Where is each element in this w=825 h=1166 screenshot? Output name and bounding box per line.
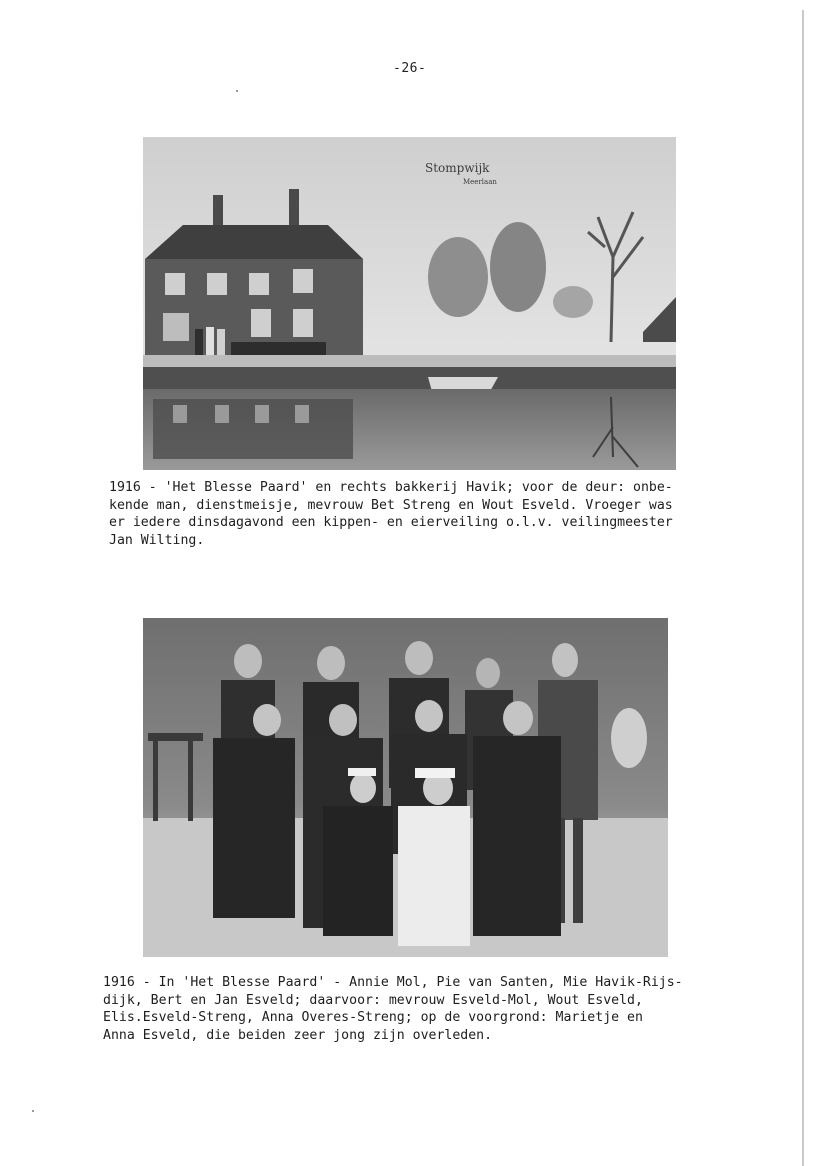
caption-line: 1916 - In 'Het Blesse Paard' - Annie Mol, Pie van Santen, Mie Havik-Rijs- xyxy=(103,975,683,990)
caption-line: dijk, Bert en Jan Esveld; daarvoor: mevrouw Esveld-Mol, Wout Esveld, xyxy=(103,992,643,1008)
photo-family-group-image xyxy=(143,618,668,957)
caption-photo-family xyxy=(103,974,683,1044)
speck-mark xyxy=(32,1110,34,1112)
photo-overlay-subtitle: Meerlaan xyxy=(463,178,497,186)
caption-line: kende man, dienstmeisje, mevrouw Bet Streng en Wout Esveld. Vroeger was xyxy=(109,497,673,513)
speck-mark xyxy=(236,90,238,92)
caption-line: 1916 - 'Het Blesse Paard' en rechts bakkerij Havik; voor de deur: onbe- xyxy=(109,480,673,495)
caption-line: Anna Esveld, die beiden zeer jong zijn overleden. xyxy=(103,1027,493,1043)
caption-line: Elis.Esveld-Streng, Anna Overes-Streng; op de voorgrond: Marietje en xyxy=(103,1010,643,1025)
caption-line: er iedere dinsdagavond een kippen- en eierveiling o.l.v. veilingmeester xyxy=(109,515,673,530)
page-edge-line xyxy=(802,10,804,1166)
photo-house-street xyxy=(143,137,676,470)
photo-house-street-image xyxy=(143,137,676,470)
caption-photo-house xyxy=(109,479,673,549)
photo-overlay-title: Stompwijk xyxy=(425,161,490,175)
page-number: -26- xyxy=(393,61,427,76)
photo-family-group xyxy=(143,618,668,957)
caption-line: Jan Wilting. xyxy=(109,532,205,548)
